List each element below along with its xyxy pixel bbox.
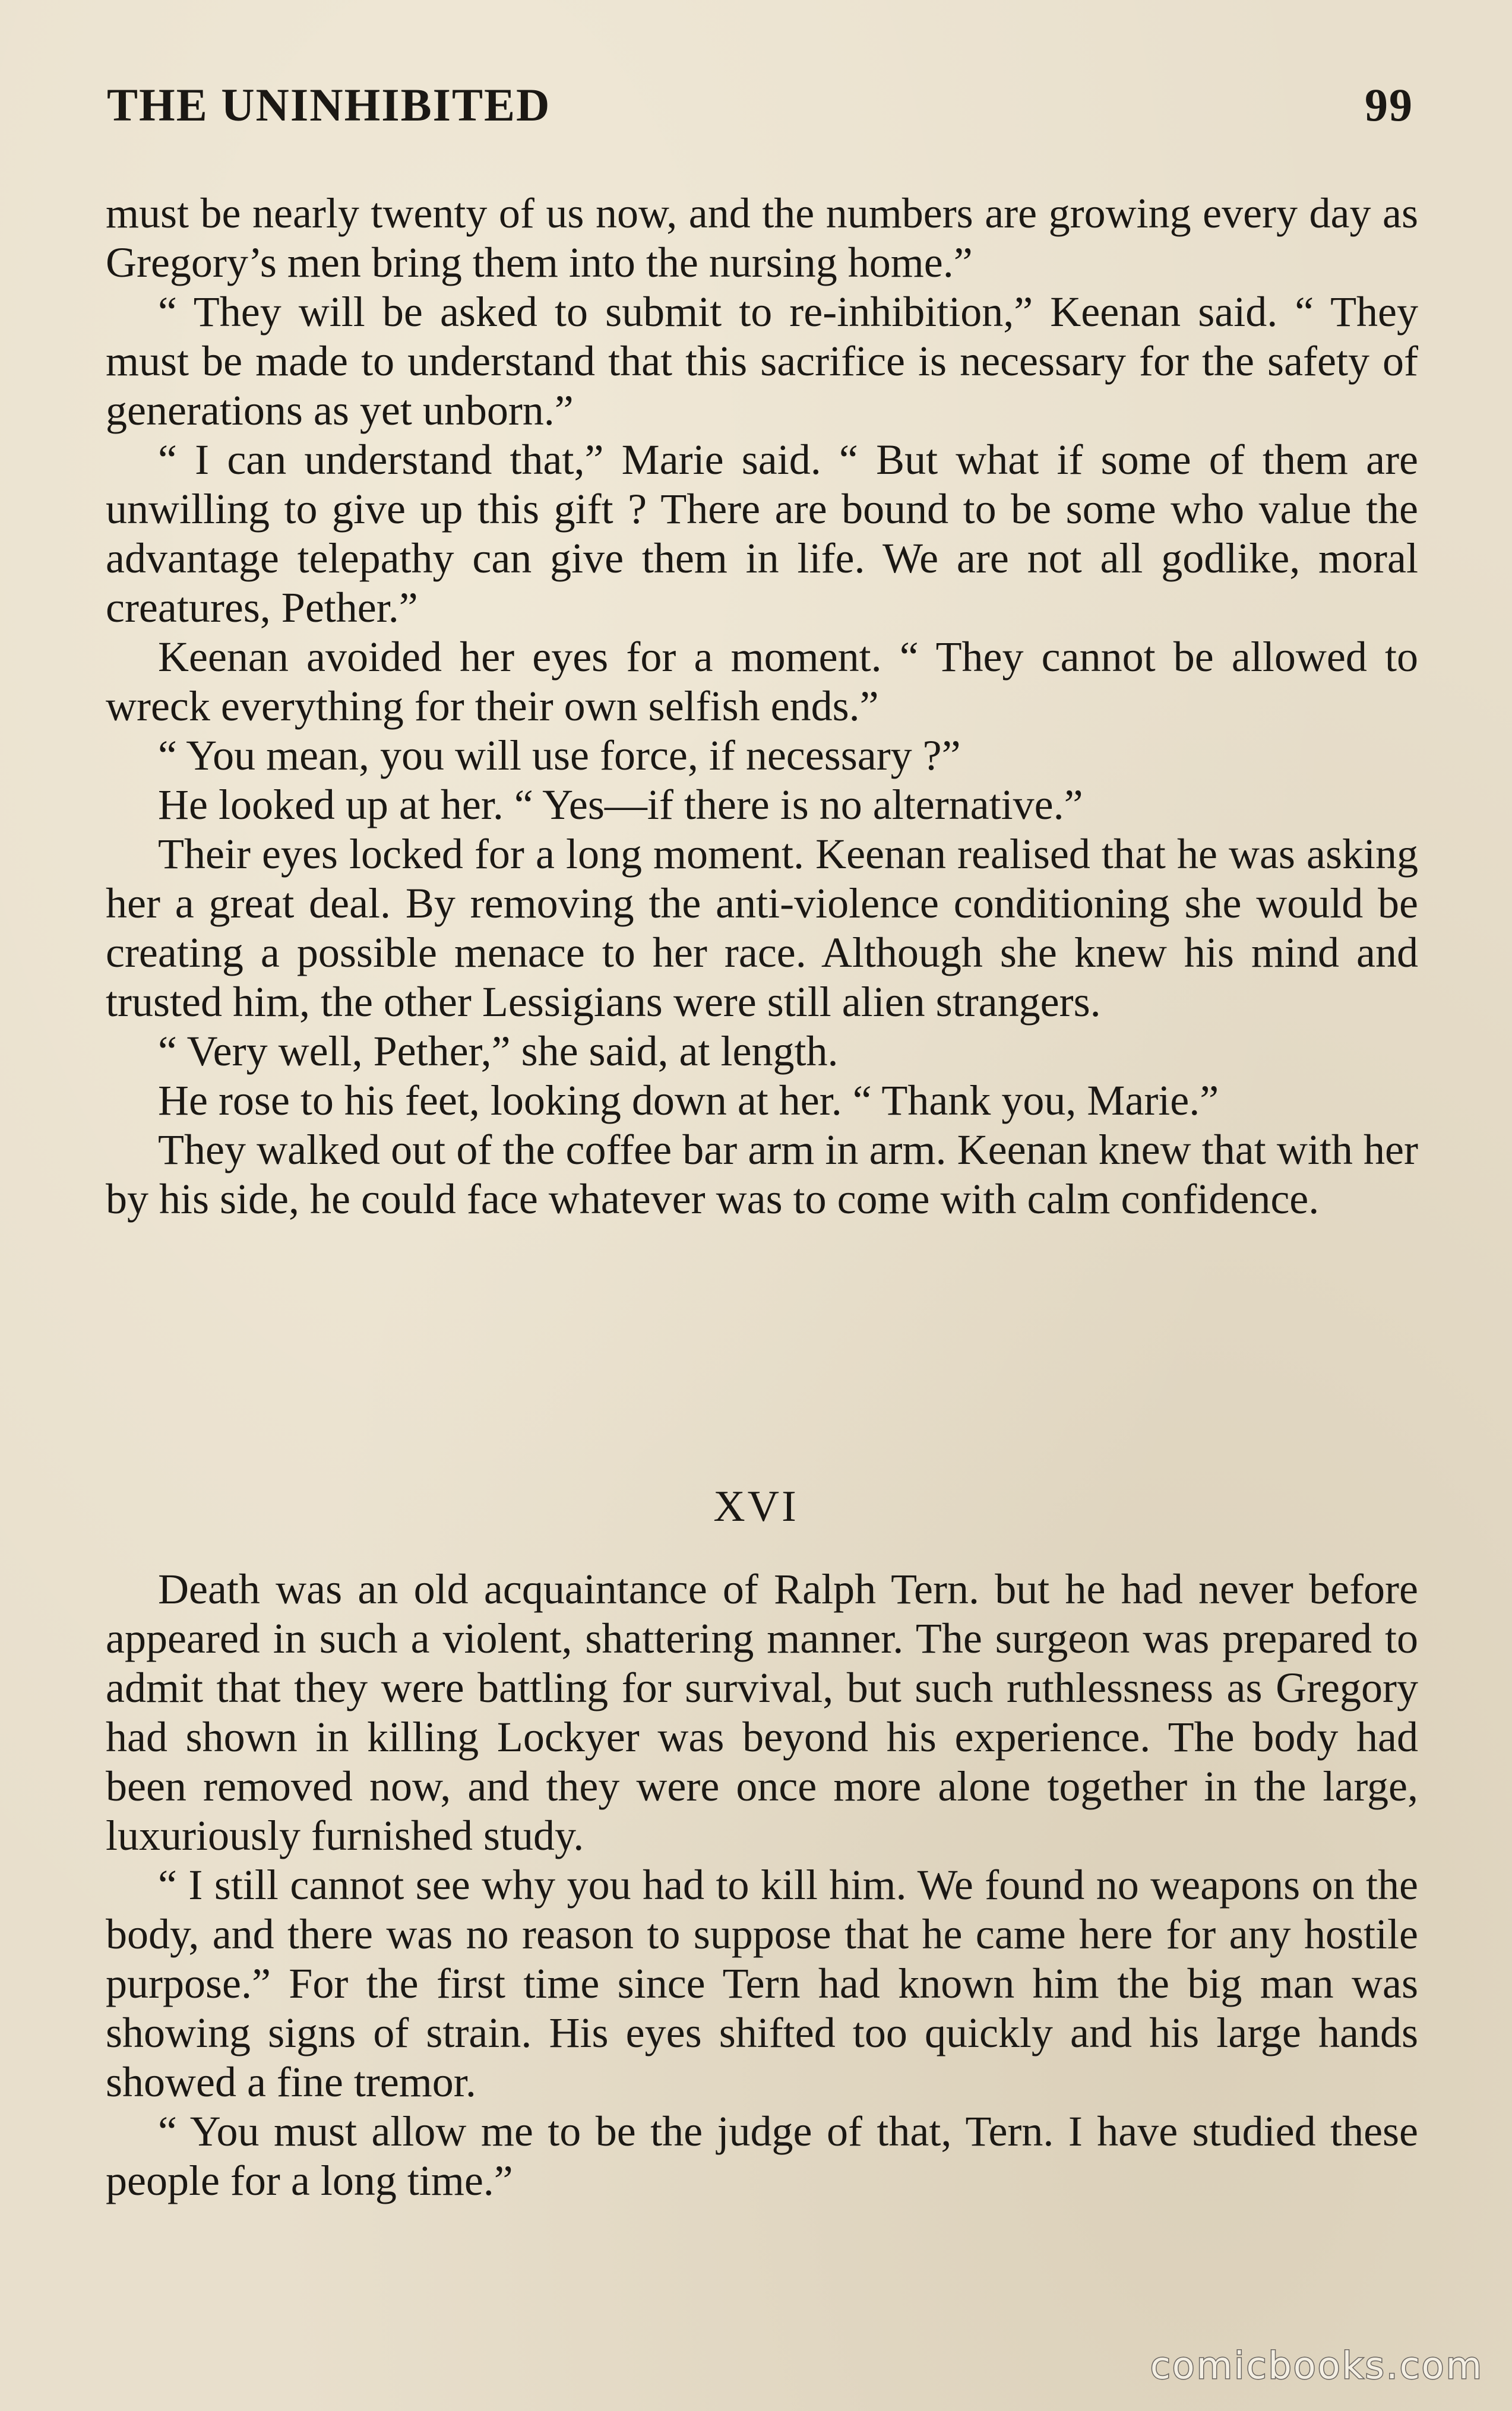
watermark: comicbooks.com (1150, 2344, 1483, 2387)
paragraph: They walked out of the coffee bar arm in arm. Keenan knew that with her by his side, he could face whatever was to come with calm confidence. (106, 1126, 1418, 1223)
running-title: THE UNINHIBITED (107, 79, 551, 131)
paragraph: Death was an old acquaintance of Ralph Tern. but he had never before appeared in such a violent, shattering manner. The surgeon was prepared to admit that they were battling for survival, but such ruthlessness as Gregory had shown in killing Lockyer was beyond his experience. The body had been removed now, and they were once more alone together in the large, luxuriously furnished study. (106, 1565, 1418, 1859)
paragraph: He rose to his feet, looking down at her. “ Thank you, Marie.” (158, 1077, 1219, 1124)
paragraph: “ You mean, you will use force, if necessary ?” (158, 732, 961, 779)
paragraph: “ I can understand that,” Marie said. “ But what if some of them are unwilling to give up this gift ? There are bound to be some who value the advantage telepathy can give them in life. We are not all godlike, moral creatures, Pether.” (106, 436, 1418, 631)
running-head (107, 78, 1413, 138)
paragraph: “ I still cannot see why you had to kill him. We found no weapons on the body, and there was no reason to suppose that he came here for any hostile purpose.” For the first time since Tern had known him the big man was showing signs of strain. His eyes shifted too quickly and his large hands showed a fine tremor. (106, 1861, 1418, 2106)
chapter-heading: XVI (713, 1482, 799, 1531)
paragraph: “ Very well, Pether,” she said, at length. (158, 1027, 839, 1075)
text-block-after-chapter (106, 1565, 1418, 2206)
paragraph: Their eyes locked for a long moment. Keenan realised that he was asking her a great deal. By removing the anti-violence conditioning she would be creating a possible menace to her race. Although she knew his mind and trusted him, the other Lessigians were still alien strangers. (106, 830, 1418, 1026)
text-block-before-chapter (106, 189, 1418, 1224)
paragraph: “ They will be asked to submit to re-inhibition,” Keenan said. “ They must be made to understand that this sacrifice is necessary for the safety of generations as yet unborn.” (106, 288, 1418, 434)
paragraph: “ You must allow me to be the judge of that, Tern. I have studied these people for a long time.” (106, 2108, 1418, 2204)
paragraph: Keenan avoided her eyes for a moment. “ They cannot be allowed to wreck everything for their own selfish ends.” (106, 633, 1418, 730)
paragraph: must be nearly twenty of us now, and the numbers are growing every day as Gregory’s men bring them into the nursing home.” (106, 189, 1418, 286)
page-number: 99 (1365, 79, 1413, 131)
paragraph: He looked up at her. “ Yes—if there is no alternative.” (158, 781, 1083, 828)
